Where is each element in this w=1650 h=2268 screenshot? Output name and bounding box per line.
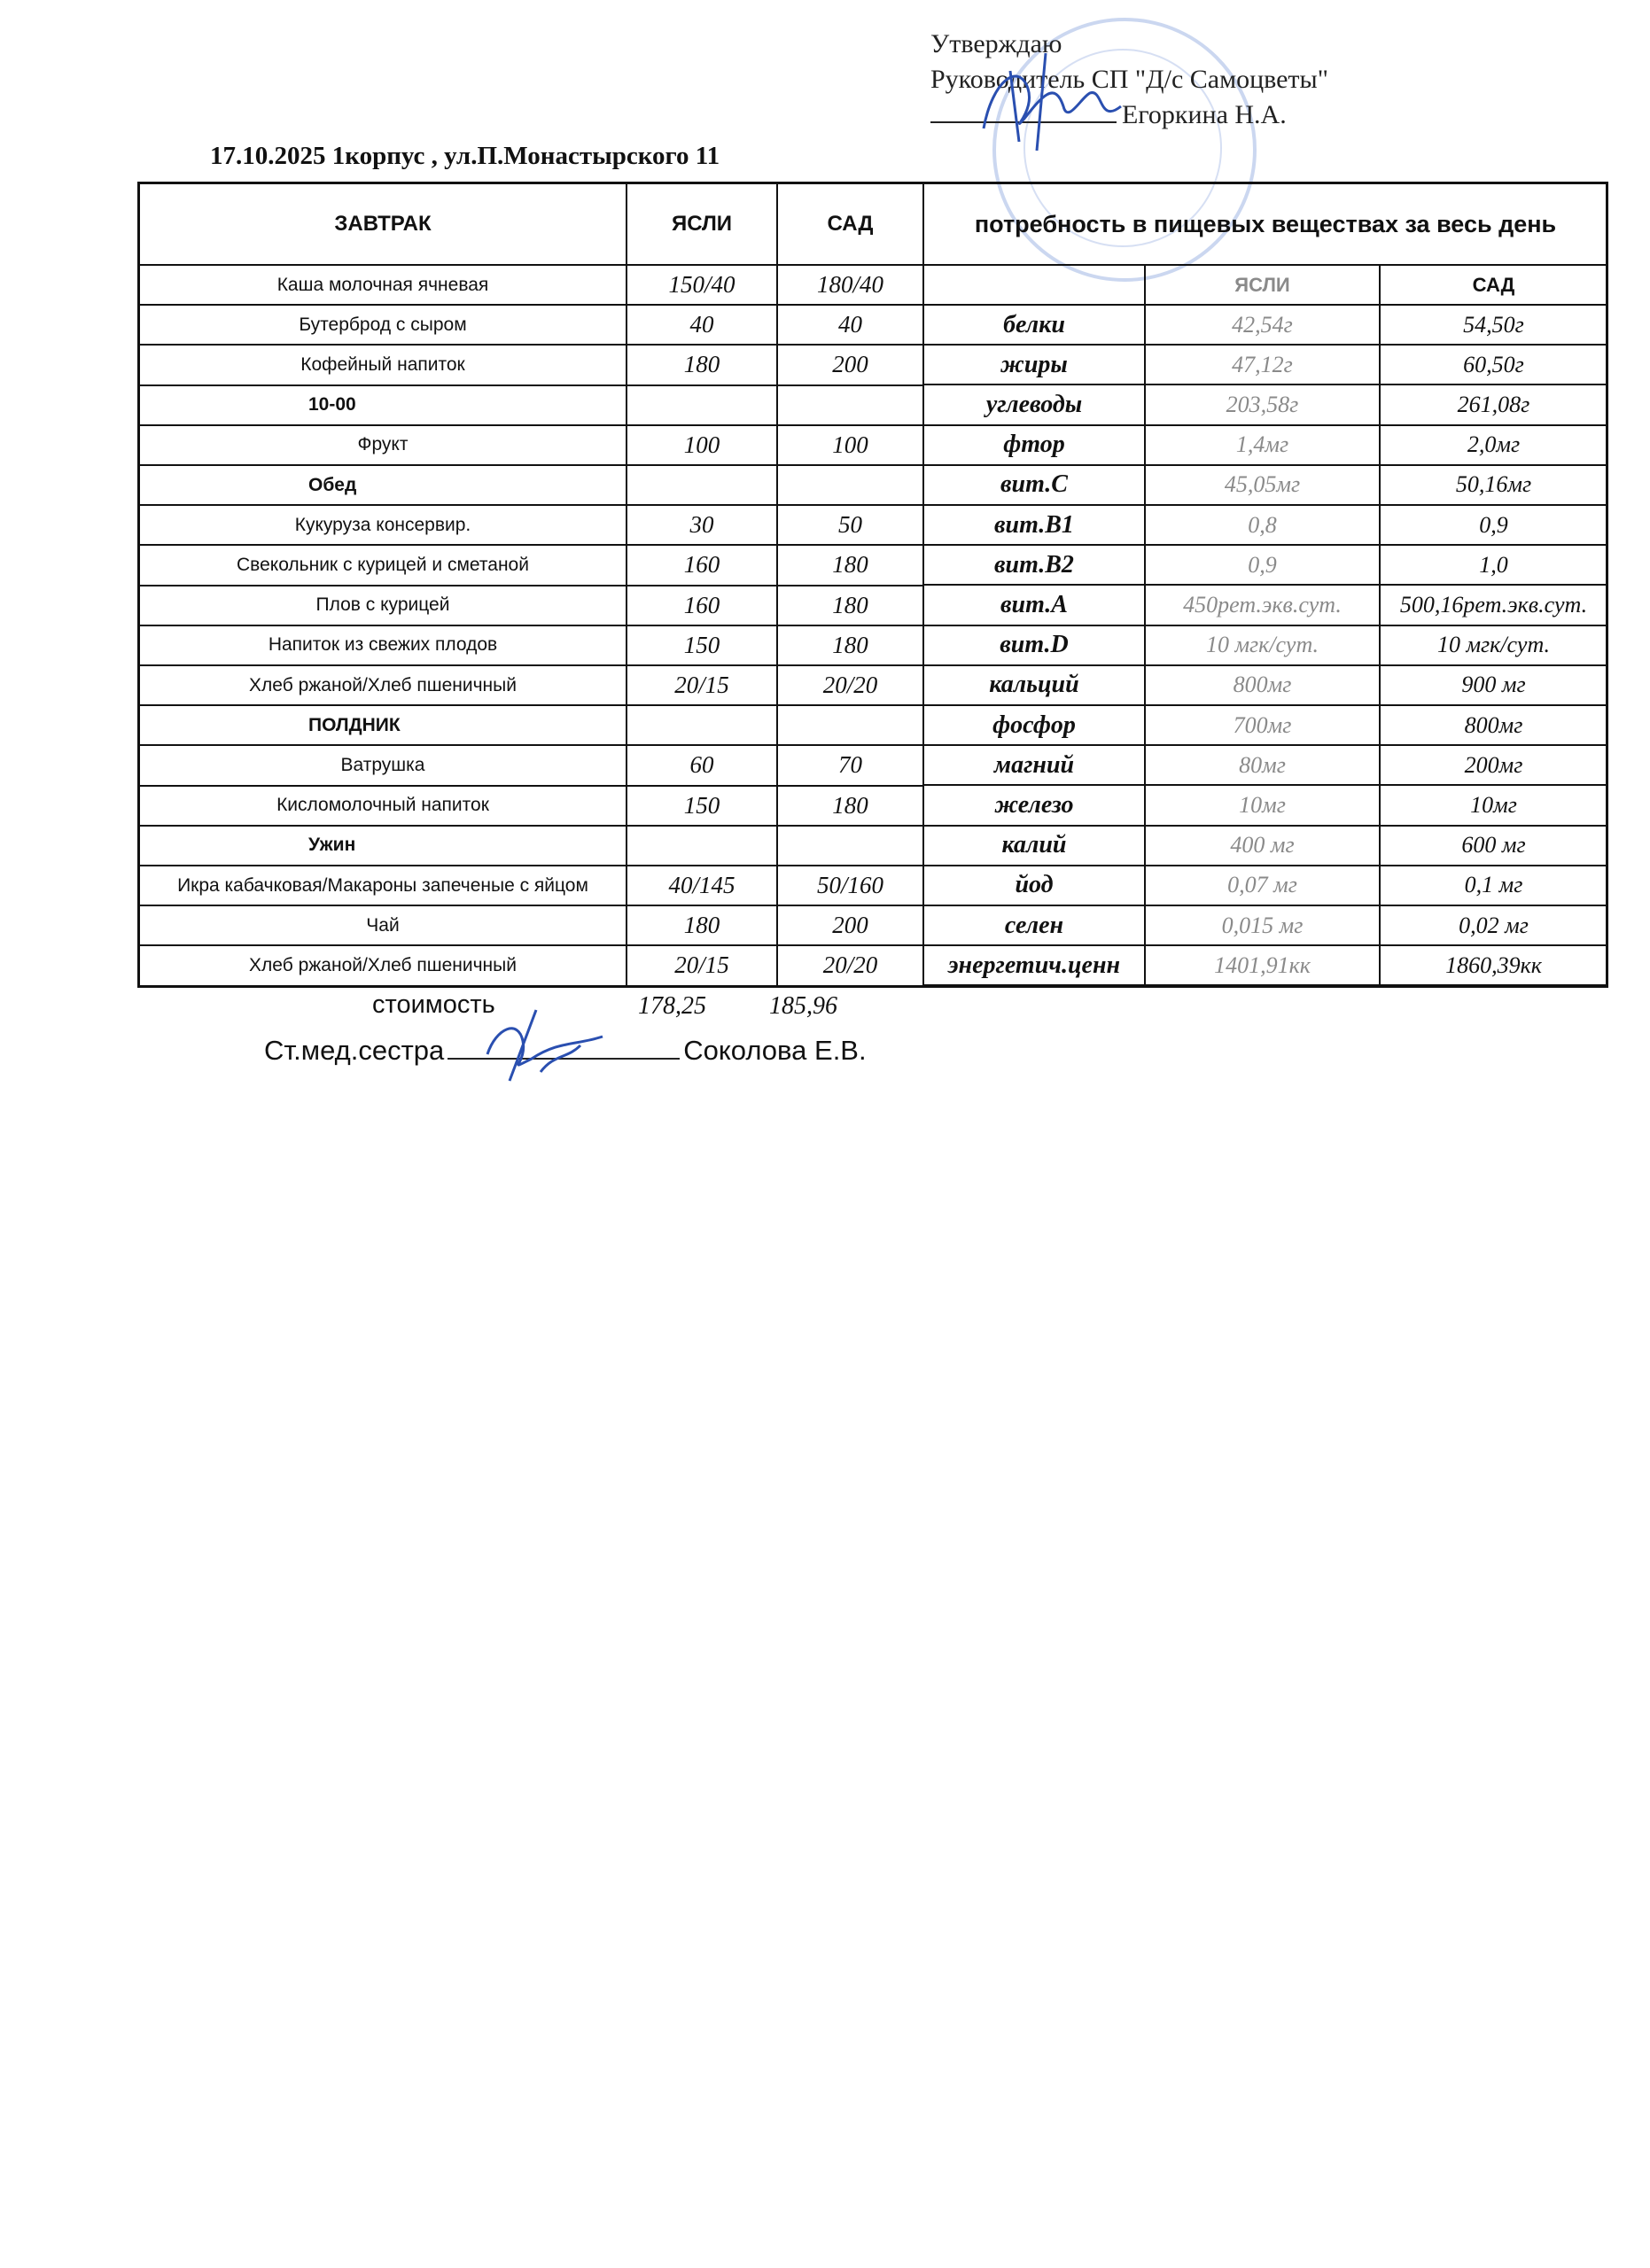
menu-item-name: Чай xyxy=(140,906,627,946)
nutrient-nursery-value: 203,58г xyxy=(1146,385,1381,425)
nutrient-name: кальций xyxy=(924,666,1146,706)
nutrient-name: йод xyxy=(924,866,1146,906)
menu-item-name: Кукуруза консервир. xyxy=(140,506,627,546)
nutrient-name: энергетич.ценн xyxy=(924,946,1146,986)
menu-nursery-portion: 40 xyxy=(627,306,778,346)
menu-nursery-portion: 100 xyxy=(627,426,778,466)
nutrition-subheader-blank xyxy=(924,266,1146,306)
menu-section-label: 10-00 xyxy=(140,386,627,426)
menu-nursery-portion: 40/145 xyxy=(627,866,778,906)
menu-header: ЗАВТРАК xyxy=(140,184,627,266)
document-title: 17.10.2025 1корпус , ул.П.Монастырского 11 xyxy=(210,142,720,170)
nutrient-garden-value: 800мг xyxy=(1381,706,1608,746)
nutrient-garden-value: 500,16рет.экв.сут. xyxy=(1381,586,1608,625)
menu-item-name: Кофейный напиток xyxy=(140,346,627,385)
menu-garden-portion: 200 xyxy=(778,346,924,385)
nutrient-nursery-value: 45,05мг xyxy=(1146,466,1381,506)
nutrient-name: вит.В1 xyxy=(924,506,1146,546)
nutrient-garden-value: 60,50г xyxy=(1381,346,1608,385)
menu-table xyxy=(137,182,1608,988)
approver-name: Егоркина Н.А. xyxy=(1122,100,1287,129)
nutrient-name: вит.С xyxy=(924,466,1146,506)
menu-item-name: Напиток из свежих плодов xyxy=(140,626,627,666)
menu-nursery-portion: 180 xyxy=(627,346,778,385)
nutrient-garden-value: 0,9 xyxy=(1381,506,1608,546)
nutrient-garden-value: 261,08г xyxy=(1381,385,1608,425)
nutrient-nursery-value: 47,12г xyxy=(1146,346,1381,385)
nutrient-garden-value: 10 мгк/сут. xyxy=(1381,626,1608,666)
menu-section-label: ПОЛДНИК xyxy=(140,706,627,746)
menu-nursery-portion: 160 xyxy=(627,586,778,626)
nutrition-nursery-header: ЯСЛИ xyxy=(1146,266,1381,306)
nurse-signature xyxy=(470,992,629,1099)
menu-nursery-portion xyxy=(627,386,778,426)
menu-item-name: Икра кабачковая/Макароны запеченые с яйцом xyxy=(140,866,627,906)
menu-garden-portion xyxy=(778,466,924,506)
menu-garden-portion: 20/20 xyxy=(778,946,924,986)
menu-item-name: Ватрушка xyxy=(140,746,627,786)
menu-nursery-portion: 30 xyxy=(627,506,778,546)
menu-garden-portion: 180 xyxy=(778,626,924,666)
menu-section-label: Обед xyxy=(140,466,627,506)
nutrient-name: белки xyxy=(924,306,1146,346)
menu-item-name: Свекольник с курицей и сметаной xyxy=(140,546,627,586)
nutrient-name: вит.D xyxy=(924,626,1146,666)
menu-nursery-portion xyxy=(627,827,778,866)
menu-nursery-portion: 20/15 xyxy=(627,666,778,706)
cost-label: стоимость xyxy=(372,990,495,1019)
cost-nursery: 178,25 xyxy=(638,992,706,1020)
menu-garden-portion: 50/160 xyxy=(778,866,924,906)
nutrient-garden-value: 2,0мг xyxy=(1381,426,1608,466)
menu-item-name: Бутерброд с сыром xyxy=(140,306,627,346)
nutrient-garden-value: 200мг xyxy=(1381,746,1608,786)
menu-item-name: Плов с курицей xyxy=(140,586,627,626)
menu-item-name: Фрукт xyxy=(140,426,627,466)
nutrient-garden-value: 0,02 мг xyxy=(1381,906,1608,946)
nutrient-name: селен xyxy=(924,906,1146,946)
menu-nursery-portion: 150 xyxy=(627,626,778,666)
nursery-header: ЯСЛИ xyxy=(627,184,778,266)
nutrient-garden-value: 0,1 мг xyxy=(1381,866,1608,906)
nutrient-nursery-value: 1401,91кк xyxy=(1146,946,1381,986)
menu-nursery-portion: 150 xyxy=(627,787,778,827)
menu-item-name: Кисломолочный напиток xyxy=(140,787,627,827)
nutrient-garden-value: 54,50г xyxy=(1381,306,1608,346)
menu-garden-portion: 200 xyxy=(778,906,924,946)
nurse-name: Соколова Е.В. xyxy=(683,1035,867,1066)
menu-garden-portion: 180 xyxy=(778,586,924,626)
menu-item-name: Хлеб ржаной/Хлеб пшеничный xyxy=(140,946,627,986)
nutrient-nursery-value: 0,9 xyxy=(1146,546,1381,586)
nutrient-nursery-value: 450рет.экв.сут. xyxy=(1146,586,1381,625)
menu-garden-portion: 20/20 xyxy=(778,666,924,706)
nutrient-garden-value: 50,16мг xyxy=(1381,466,1608,506)
nutrition-garden-header: САД xyxy=(1381,266,1608,306)
nutrient-nursery-value: 700мг xyxy=(1146,706,1381,746)
menu-garden-portion xyxy=(778,386,924,426)
menu-section-label: Ужин xyxy=(140,827,627,866)
nutrient-name: вит.А xyxy=(924,586,1146,625)
menu-garden-portion: 180 xyxy=(778,546,924,586)
cost-garden: 185,96 xyxy=(769,992,837,1020)
nutrition-header: потребность в пищевых веществах за весь день xyxy=(924,184,1608,266)
nutrient-nursery-value: 0,8 xyxy=(1146,506,1381,546)
nurse-title: Ст.мед.сестра xyxy=(264,1035,445,1066)
nutrient-nursery-value: 1,4мг xyxy=(1146,426,1381,466)
menu-nursery-portion xyxy=(627,466,778,506)
menu-garden-portion: 40 xyxy=(778,306,924,346)
menu-garden-portion xyxy=(778,827,924,866)
menu-garden-portion: 50 xyxy=(778,506,924,546)
menu-nursery-portion: 150/40 xyxy=(627,266,778,306)
menu-garden-portion xyxy=(778,706,924,746)
nutrient-nursery-value: 0,07 мг xyxy=(1146,866,1381,906)
nutrient-garden-value: 1860,39кк xyxy=(1381,946,1608,986)
menu-garden-portion: 180 xyxy=(778,787,924,827)
menu-nursery-portion: 180 xyxy=(627,906,778,946)
menu-item-name: Хлеб ржаной/Хлеб пшеничный xyxy=(140,666,627,706)
nutrient-garden-value: 10мг xyxy=(1381,786,1608,826)
nutrient-nursery-value: 10 мгк/сут. xyxy=(1146,626,1381,666)
menu-garden-portion: 100 xyxy=(778,426,924,466)
nutrient-nursery-value: 10мг xyxy=(1146,786,1381,826)
approval-line-2: Руководитель СП "Д/с Самоцветы" xyxy=(930,65,1328,94)
menu-nursery-portion: 160 xyxy=(627,546,778,586)
nutrient-name: вит.В2 xyxy=(924,546,1146,586)
menu-garden-portion: 70 xyxy=(778,746,924,786)
nutrient-name: жиры xyxy=(924,346,1146,385)
menu-garden-portion: 180/40 xyxy=(778,266,924,306)
menu-nursery-portion: 20/15 xyxy=(627,946,778,986)
nutrient-nursery-value: 400 мг xyxy=(1146,827,1381,866)
nutrient-nursery-value: 80мг xyxy=(1146,746,1381,786)
nutrient-name: углеводы xyxy=(924,385,1146,425)
nutrient-garden-value: 600 мг xyxy=(1381,827,1608,866)
nutrient-name: фосфор xyxy=(924,706,1146,746)
nutrient-nursery-value: 42,54г xyxy=(1146,306,1381,346)
nutrient-garden-value: 900 мг xyxy=(1381,666,1608,706)
nutrient-garden-value: 1,0 xyxy=(1381,546,1608,586)
nutrient-name: железо xyxy=(924,786,1146,826)
approval-line-1: Утверждаю xyxy=(930,29,1062,58)
menu-nursery-portion xyxy=(627,706,778,746)
nutrient-name: калий xyxy=(924,827,1146,866)
nutrient-nursery-value: 800мг xyxy=(1146,666,1381,706)
menu-nursery-portion: 60 xyxy=(627,746,778,786)
approver-signature xyxy=(957,44,1152,159)
garden-header: САД xyxy=(778,184,924,266)
nutrient-name: фтор xyxy=(924,426,1146,466)
nutrient-nursery-value: 0,015 мг xyxy=(1146,906,1381,946)
menu-item-name: Каша молочная ячневая xyxy=(140,266,627,306)
nutrient-name: магний xyxy=(924,746,1146,786)
